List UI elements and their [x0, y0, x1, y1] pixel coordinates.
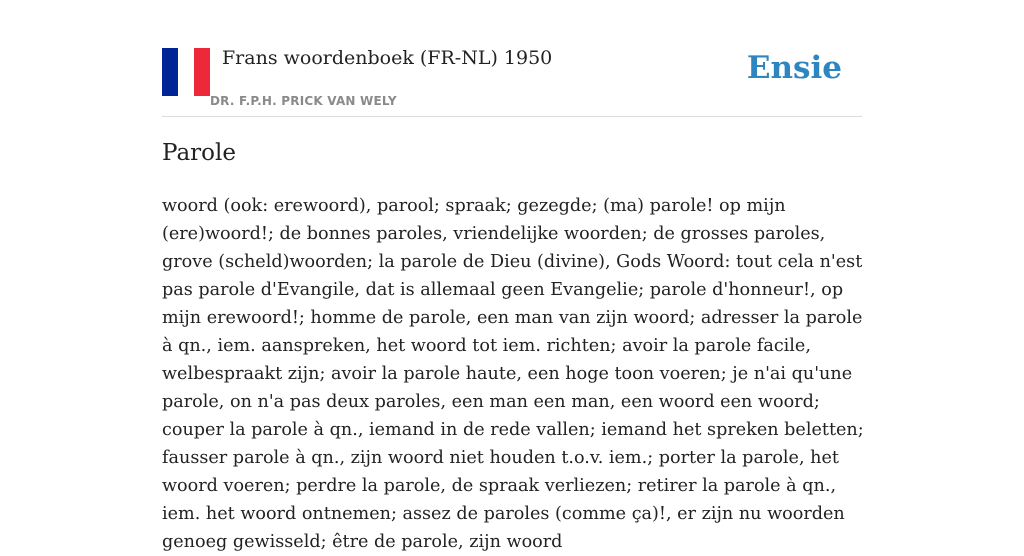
flag-stripe-red [194, 48, 210, 96]
flag-stripe-white [178, 48, 194, 96]
dictionary-header [162, 44, 862, 117]
flag-stripe-blue [162, 48, 178, 96]
ensie-logo[interactable]: Ensie [746, 50, 842, 86]
entry-definition: woord (ook: erewoord), parool; spraak; gezegde; (ma) parole! op mijn (ere)woord!; de bonnes paroles, vriendelijke woorden; de grosses paroles, grove (scheld)woorden; la parole de Dieu (divine), Gods Woord: tout cela n'est pas parole d'Evangile, dat is allemaal geen Evangelie; parole d'honneur!, op mijn erewoord!; homme de parole, een man van zijn woord; adresser la parole à qn., iem. aanspreken, het woord tot iem. richten; avoir la parole facile, welbespraakt zijn; avoir la parole haute, een hoge toon voeren; je n'ai qu'une parole, on n'a pas deux paroles, een man een man, een woord een woord; couper la parole à qn., iemand in de rede vallen; iemand het spreken beletten; fausser parole à qn., zijn woord niet houden t.o.v. iem.; porter la parole, het woord voeren; perdre la parole, de spraak verliezen; retirer la parole à qn., iem. het woord ontnemen; assez de paroles (comme ça)!, er zijn nu woorden genoeg gewisseld; être de parole, zijn woord [162, 196, 864, 552]
dictionary-title[interactable]: Frans woordenboek (FR-NL) 1950 [222, 47, 553, 69]
entry-title: Parole [162, 140, 236, 166]
french-flag-icon [162, 48, 210, 96]
dictionary-author: DR. F.P.H. PRICK VAN WELY [210, 94, 397, 108]
